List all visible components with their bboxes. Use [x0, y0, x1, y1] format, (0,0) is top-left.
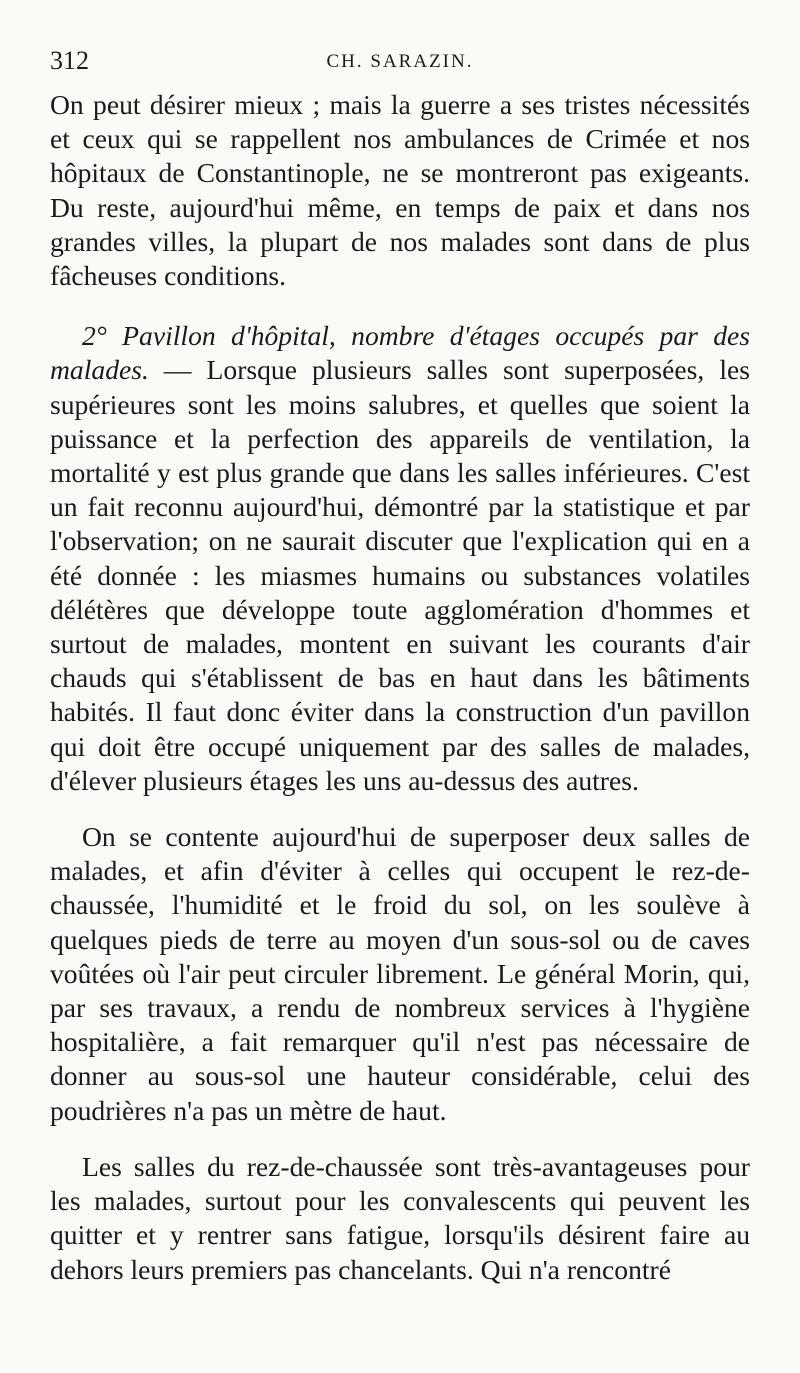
paragraph-2-text: — Lorsque plusieurs salles sont superposées, les supérieures sont les moins salubres, et quelles que soient la puissance et la perfection des appareils de ventilation, la mortalité y est plus grande que dans les salles inférieures. C'est un fait reconnu aujourd'hui, démontré par la statistique et par l'observation; on ne saurait discuter que l'explication qui en a été donnée : les miasmes humains ou substances volatiles délétères que développe toute agglomération d'hommes et surtout de malades, montent en suivant les courants d'air chauds qui s'établissent de bas en haut dans les bâtiments habités. Il faut donc éviter dans la construction d'un pavillon qui doit être occupé uniquement par des salles de malades, d'élever plusieurs étages les uns au-dessus des autres. — [50, 354, 750, 796]
page-number: 312 — [50, 46, 89, 75]
paragraph-3: On se contente aujourd'hui de superposer deux salles de malades, et afin d'éviter à celles qui occupent le rez-de-chaussée, l'humidité et le froid du sol, on les soulève à quelques pieds de terre au moyen d'un sous-sol ou de caves voûtées où l'air peut circuler librement. Le général Morin, qui, par ses travaux, a rendu de nombreux services à l'hygiène hospitalière, a fait remarquer qu'il n'est pas nécessaire de donner au sous-sol une hauteur considérable, celui des poudrières n'a pas un mètre de haut. — [50, 821, 750, 1126]
page-header — [50, 44, 750, 84]
paragraph-1: On peut désirer mieux ; mais la guerre a ses tristes nécessités et ceux qui se rappellent nos ambulances de Crimée et nos hôpitaux de Constantinople, ne se montreront pas exigeants. Du reste, aujourd'hui même, en temps de paix et dans nos grandes villes, la plupart de nos malades sont dans de plus fâcheuses conditions. — [50, 89, 750, 292]
body-text — [50, 88, 750, 1287]
paragraph-2 — [50, 319, 750, 798]
section-heading: 2° Pavillon d'hôpital, nombre d'étages occupés par des malades. — [50, 320, 750, 386]
paragraph-4: Les salles du rez-de-chaussée sont très-avantageuses pour les malades, surtout pour les convalescents qui peuvent les quitter et y rentrer sans fatigue, lorsqu'ils désirent faire au dehors leurs premiers pas chancelants. Qui n'a rencontré — [50, 1150, 750, 1285]
running-head: CH. SARAZIN. — [326, 51, 474, 72]
